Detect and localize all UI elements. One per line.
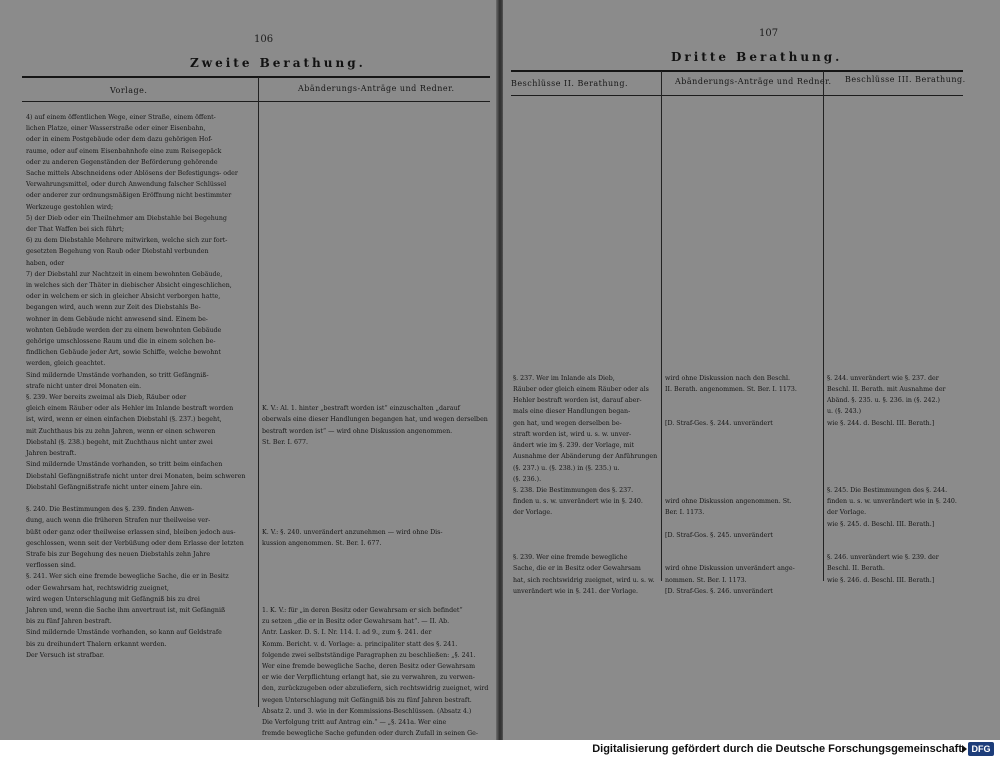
- footer-text: Digitalisierung gefördert durch die Deutsche Forschungsgemeinschaft: [592, 743, 962, 755]
- beschluesse-ii-text: §. 237. Wer im Inlande als Dieb, Räuber oder gleich einem Räuber oder als Hehler bestraft worden ist, darauf aber- mals eine dieser Handlungen began- gen hat, und wegen derselben be- straft worden ist, wird u. s. w. unver- ändert wie im §. 239. der Vorlage, mit Ausnahme der Abänderung der Anführungen (§. 237.) u. (§. 238.) in (§. 235.) u. (§. 236.). §. 238. Die Bestimmungen des §. 237. finden u. s. w. unverändert wie in §. 240. der Vorlage. §. 239. Wer eine fremde bewegliche Sache, die er in Besitz oder Gewahrsam hat, sich rechtswidrig zueignet, wird u. s. w. unverändert wie in §. 241. der Vorlage.: [513, 374, 658, 595]
- beschluesse-iii-text: §. 244. unverändert wie §. 237. der Beschl. II. Berath. mit Ausnahme der Abänd. §. 235. u. §. 236. in (§. 242.) u. (§. 243.) wie §. 244. d. Beschl. III. Berath.] §. 245. Die Bestimmungen des §. 244. finden u. s. w. unverändert wie in §. 240. der Vorlage. wie §. 245. d. Beschl. III. Berath.] §. 246. unverändert wie §. 239. der Beschl. II. Berath. wie §. 246. d. Beschl. III. Berath.]: [827, 374, 957, 584]
- column-header-antraege-right: Abänderungs-Anträge und Redner.: [675, 77, 832, 86]
- column-divider-right-1: [661, 71, 662, 581]
- column-divider-right-2: [823, 71, 824, 581]
- column-header-beschluesse-ii: Beschlüsse II. Berathung.: [511, 79, 628, 88]
- heading-dritte-berathung: Dritte Berathung.: [671, 50, 843, 64]
- dfg-logo[interactable]: DFG: [968, 742, 994, 756]
- heading-zweite-berathung: Zweite Berathung.: [190, 56, 366, 70]
- arrow-right-icon: [962, 745, 967, 753]
- left-page: [0, 0, 497, 740]
- antraege-text-right: wird ohne Diskussion nach den Beschl. II. Berath. angenommen. St. Ber. I. 1173. [D. Straf-Ges. §. 244. unverändert wird ohne Diskussion angenommen. St. Ber. I. 1173. [D. Straf-Gos. §. 245. unverändert wird ohne Diskussion unverändert ange- nommen. St. Ber. I. 1173. [D. Straf-Ges. §. 246. unverändert: [665, 374, 797, 595]
- footer-bar: [0, 740, 1000, 759]
- rule-top: [22, 76, 490, 78]
- rule-top-right: [511, 70, 963, 72]
- rule-header: [22, 101, 490, 102]
- column-header-antraege: Abänderungs-Anträge und Redner.: [298, 84, 455, 93]
- column-header-beschluesse-iii: Beschlüsse III. Berathung.: [845, 75, 966, 84]
- page-number-left: 106: [254, 34, 274, 45]
- right-page: [503, 0, 1000, 740]
- page-number-right: 107: [759, 28, 779, 39]
- rule-header-right: [511, 95, 963, 96]
- antraege-text-left: K. V.: Al. 1. hinter „bestraft worden ist“ einzuschalten „darauf oberwals eine dieser Handlungen begangen hat, und wegen derselben bestraft worden ist“ — wird ohne Diskussion angenommen. St. Ber. I. 677. K. V.: §. 240. unverändert anzunehmen — wird ohne Dis- kussion angenommen. St. Ber. I. 677. 1. K. V.: für „in deren Besitz oder Gewahrsam er sich befindet“ zu setzen „die er in Besitz oder Gewahrsam hat“. — II. Ab. Antr. Lasker. D. S. I. Nr. 114. I. ad 9., zum §. 241. der Komm. Bericht. v. d. Vorlage: a. principaliter statt des §. 241. folgende zwei selbstständige Paragraphen zu beschließen: „§. 241. Wer eine fremde bewegliche Sache, deren Besitz oder Gewahrsam er wie der Verpflichtung erlangt hat, sie zu verwahren, zu verwen- den, zurückzugeben oder abzuliefern, sich rechtswidrig zueignet, wird wegen Unterschlagung mit Gefängniß bis zu fünf Jahren bestraft. Absatz 2. und 3. wie in der Kommissions-Beschlüssen. (Absatz 4.) Die Verfolgung tritt auf Antrag ein.“ — „§. 241a. Wer eine fremde bewegliche Sache gefunden oder durch Zufall in seinen Ge-: [262, 405, 489, 738]
- vorlage-text: 4) auf einem öffentlichen Wege, einer Straße, einem öffent- lichen Platze, einer Wasserstraße oder einer Eisenbahn, oder in einem Postgebäude oder dem dazu gehörigen Hof- raume, oder auf einem Eisenbahnhofe eine zum Reisegepäck oder zu anderen Gegenständen der Beförderung gehörende Sache mittels Abschneidens oder Ablösens der Befestigungs- oder Verwahrungsmittel, oder durch Anwendung falscher Schlüssel oder anderer zur ordnungsmäßigen Eröffnung nicht bestimmter Werkzeuge gestohlen wird; 5) der Dieb oder ein Theilnehmer am Diebstahle bei Begehung der That Waffen bei sich führt; 6) zu dem Diebstahle Mehrere mitwirken, welche sich zur fort- gesetzten Begehung von Raub oder Diebstahl verbunden haben, oder 7) der Diebstahl zur Nachtzeit in einem bewohnten Gebäude, in welches sich der Thäter in diebischer Absicht eingeschlichen, oder in welchem er sich in gleicher Absicht verborgen hatte, begangen wird, auch wenn zur Zeit des Diebstahls Be- wohner in dem Gebäude nicht anwesend sind. Einem be- wohnten Gebäude werden der zu einem bewohnten Gebäude gehörige umschlossene Raum und die in einem solchen be- findlichen Gebäude jeder Art, sowie Schiffe, welche bewohnt werden, gleich geachtet. Sind mildernde Umstände vorhanden, so tritt Gefängniß- strafe nicht unter drei Monaten ein. §. 239. Wer bereits zweimal als Dieb, Räuber oder gleich einem Räuber oder als Hehler im Inlande bestraft worden ist, wird, wenn er einen einfachen Diebstahl (§. 237.) begeht, mit Zuchthaus bis zu zehn Jahren, wenn er einen schweren Diebstahl (§. 238.) begeht, mit Zuchthaus nicht unter zwei Jahren bestraft. Sind mildernde Umstände vorhanden, so tritt beim einfachen Diebstahl Gefängnißstrafe nicht unter drei Monaten, beim schweren Diebstahl Gefängnißstrafe nicht unter einem Jahre ein. §. 240. Die Bestimmungen des §. 239. finden Anwen- dung, auch wenn die früheren Strafen nur theilweise ver- büßt oder ganz oder theilweise erlassen sind, bleiben jedoch aus- geschlossen, wenn seit der Verbüßung oder dem Erlasse der letzten Strafe bis zur Begehung des neuen Diebstahls zehn Jahre verflossen sind. §. 241. Wer sich eine fremde bewegliche Sache, die er in Besitz oder Gewahrsam hat, rechtswidrig zueignet, wird wegen Unterschlagung mit Gefängniß bis zu drei Jahren und, wenn die Sache ihm anvertraut ist, mit Gefängniß bis zu fünf Jahren bestraft. Sind mildernde Umstände vorhanden, so kann auf Geldstrafe bis zu dreihundert Thalern erkannt werden. Der Versuch ist strafbar.: [26, 114, 246, 659]
- column-header-vorlage: Vorlage.: [110, 86, 148, 95]
- column-divider-left: [258, 77, 259, 707]
